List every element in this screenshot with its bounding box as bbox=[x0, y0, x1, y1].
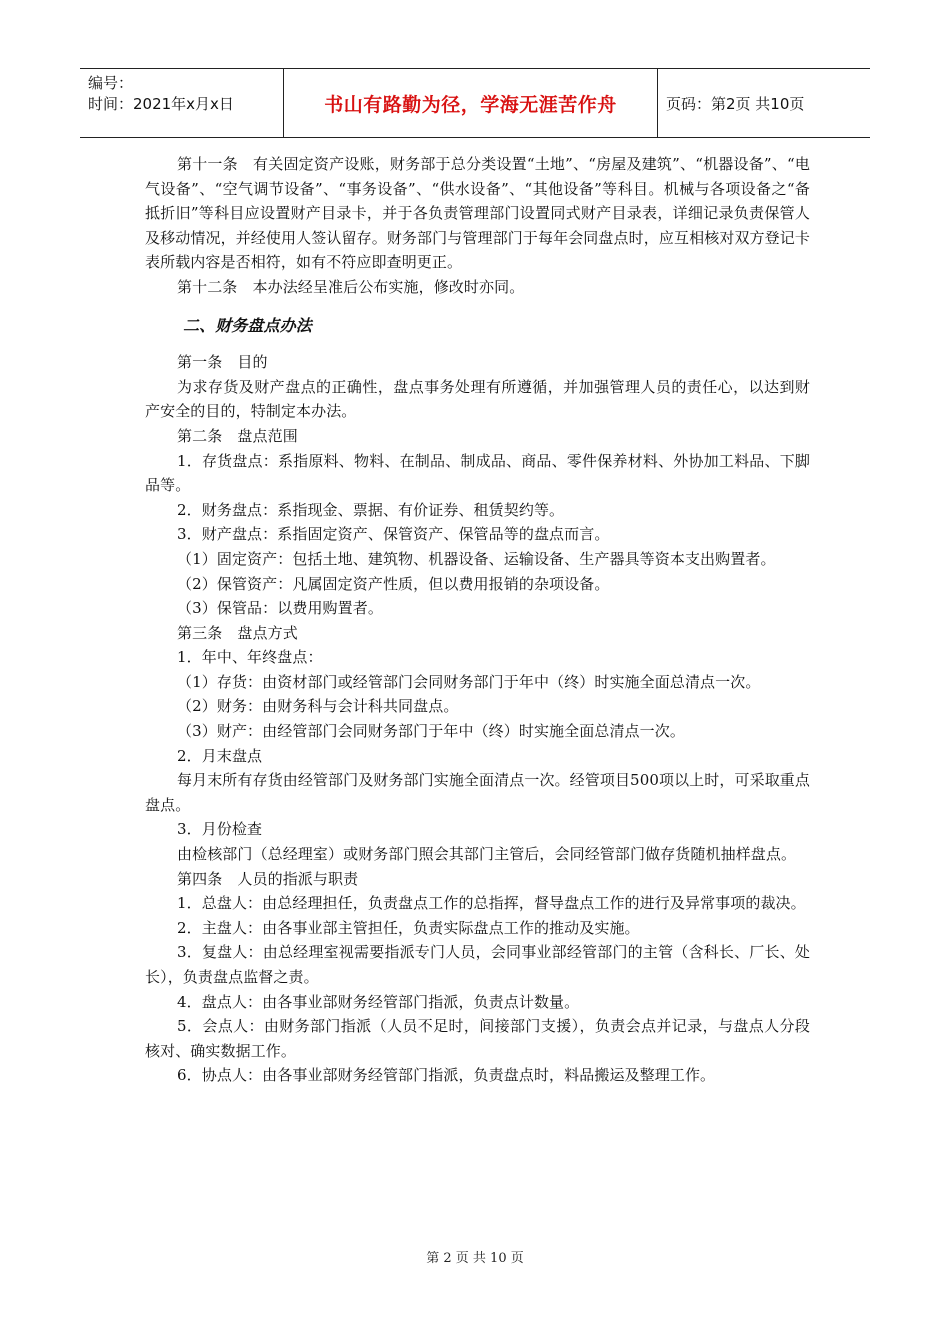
header-motto: 书山有路勤为径，学海无涯苦作舟 bbox=[284, 69, 658, 137]
body-paragraph: （1）固定资产：包括土地、建筑物、机器设备、运输设备、生产器具等资本支出购置者。 bbox=[177, 549, 776, 568]
body-paragraph: 2．主盘人：由各事业部主管担任，负责实际盘点工作的推动及实施。 bbox=[177, 918, 640, 937]
body-paragraph: 第二条 盘点范围 bbox=[177, 426, 298, 445]
body-paragraph: 2．财务盘点：系指现金、票据、有价证券、租赁契约等。 bbox=[177, 500, 565, 519]
body-paragraph: 3．月份检查 bbox=[177, 820, 263, 839]
document-number-label: 编号： bbox=[88, 74, 134, 92]
body-paragraph: 第三条 盘点方式 bbox=[177, 623, 298, 642]
body-paragraph: 1．存货盘点：系指原料、物料、在制品、制成品、商品、零件保养材料、外协加工料品、下脚品等。 bbox=[145, 451, 810, 495]
body-paragraph: （2）保管资产：凡属固定资产性质，但以费用报销的杂项设备。 bbox=[177, 574, 610, 593]
body-paragraph: 3．财产盘点：系指固定资产、保管资产、保管品等的盘点而言。 bbox=[177, 525, 610, 544]
body-paragraph: 第一条 目的 bbox=[177, 353, 268, 372]
body-paragraph: 2．月末盘点 bbox=[177, 746, 263, 765]
body-paragraph: （3）财产：由经管部门会同财务部门于年中（终）时实施全面总清点一次。 bbox=[177, 722, 685, 741]
body-paragraph: 由检核部门（总经理室）或财务部门照会其部门主管后，会同经管部门做存货随机抽样盘点。 bbox=[177, 845, 797, 864]
header-info-cell bbox=[80, 69, 284, 137]
body-paragraph: 5．会点人：由财务部门指派（人员不足时，间接部门支援），负责会点并记录，与盘点人分段核对、确实数据工作。 bbox=[145, 1017, 810, 1060]
header-page-number: 页码：第2页 共10页 bbox=[666, 94, 805, 113]
body-paragraph: 1．总盘人：由总经理担任，负责盘点工作的总指挥，督导盘点工作的进行及异常事项的裁决。 bbox=[177, 894, 806, 913]
body-paragraph: 4．盘点人：由各事业部财务经管部门指派，负责点计数量。 bbox=[177, 992, 580, 1011]
body-paragraph: （2）财务：由财务科与会计科共同盘点。 bbox=[177, 697, 459, 716]
body-paragraph: 第四条 人员的指派与职责 bbox=[177, 869, 359, 888]
document-time-label: 时间：2021年x月x日 bbox=[88, 95, 234, 113]
page-header bbox=[80, 68, 870, 138]
body-paragraph: 6．协点人：由各事业部财务经管部门指派，负责盘点时，料品搬运及整理工作。 bbox=[177, 1066, 716, 1085]
page-footer: 第 2 页 共 10 页 bbox=[426, 1251, 524, 1266]
body-paragraph: 为求存货及财产盘点的正确性，盘点事务处理有所遵循，并加强管理人员的责任心，以达到财产安全的目的，特制定本办法。 bbox=[145, 377, 810, 421]
body-paragraph: 第十一条 有关固定资产设账，财务部于总分类设置“土地”、“房屋及建筑”、“机器设备”、“电气设备”、“空气调节设备”、“事务设备”、“供水设备”、“其他设备”等科目。机械与各项设备之“备抵折旧”等科目应设置财产目录卡，并于各负责管理部门设置同式财产目录表，详细记录负责保管人及移动情况，并经使用人签认留存。财务部门与管理部门于每年会同盘点时，应互相核对双方登记卡表所载内容是否相符，如有不符应即查明更正。 bbox=[145, 155, 810, 272]
body-paragraph: 每月末所有存货由经管部门及财务部门实施全面清点一次。经管项目500项以上时，可采取重点盘点。 bbox=[145, 771, 810, 814]
document-body bbox=[145, 152, 810, 1088]
section-heading: 二、财务盘点办法 bbox=[183, 315, 312, 335]
body-paragraph: （1）存货：由资材部门或经管部门会同财务部门于年中（终）时实施全面总清点一次。 bbox=[177, 672, 761, 691]
body-paragraph: 第十二条 本办法经呈准后公布实施，修改时亦同。 bbox=[177, 277, 525, 296]
body-paragraph: 1．年中、年终盘点： bbox=[177, 648, 323, 667]
body-paragraph: （3）保管品：以费用购置者。 bbox=[177, 599, 383, 618]
body-paragraph: 3．复盘人：由总经理室视需要指派专门人员，会同事业部经管部门的主管（含科长、厂长、处长），负责盘点监督之责。 bbox=[145, 943, 810, 986]
